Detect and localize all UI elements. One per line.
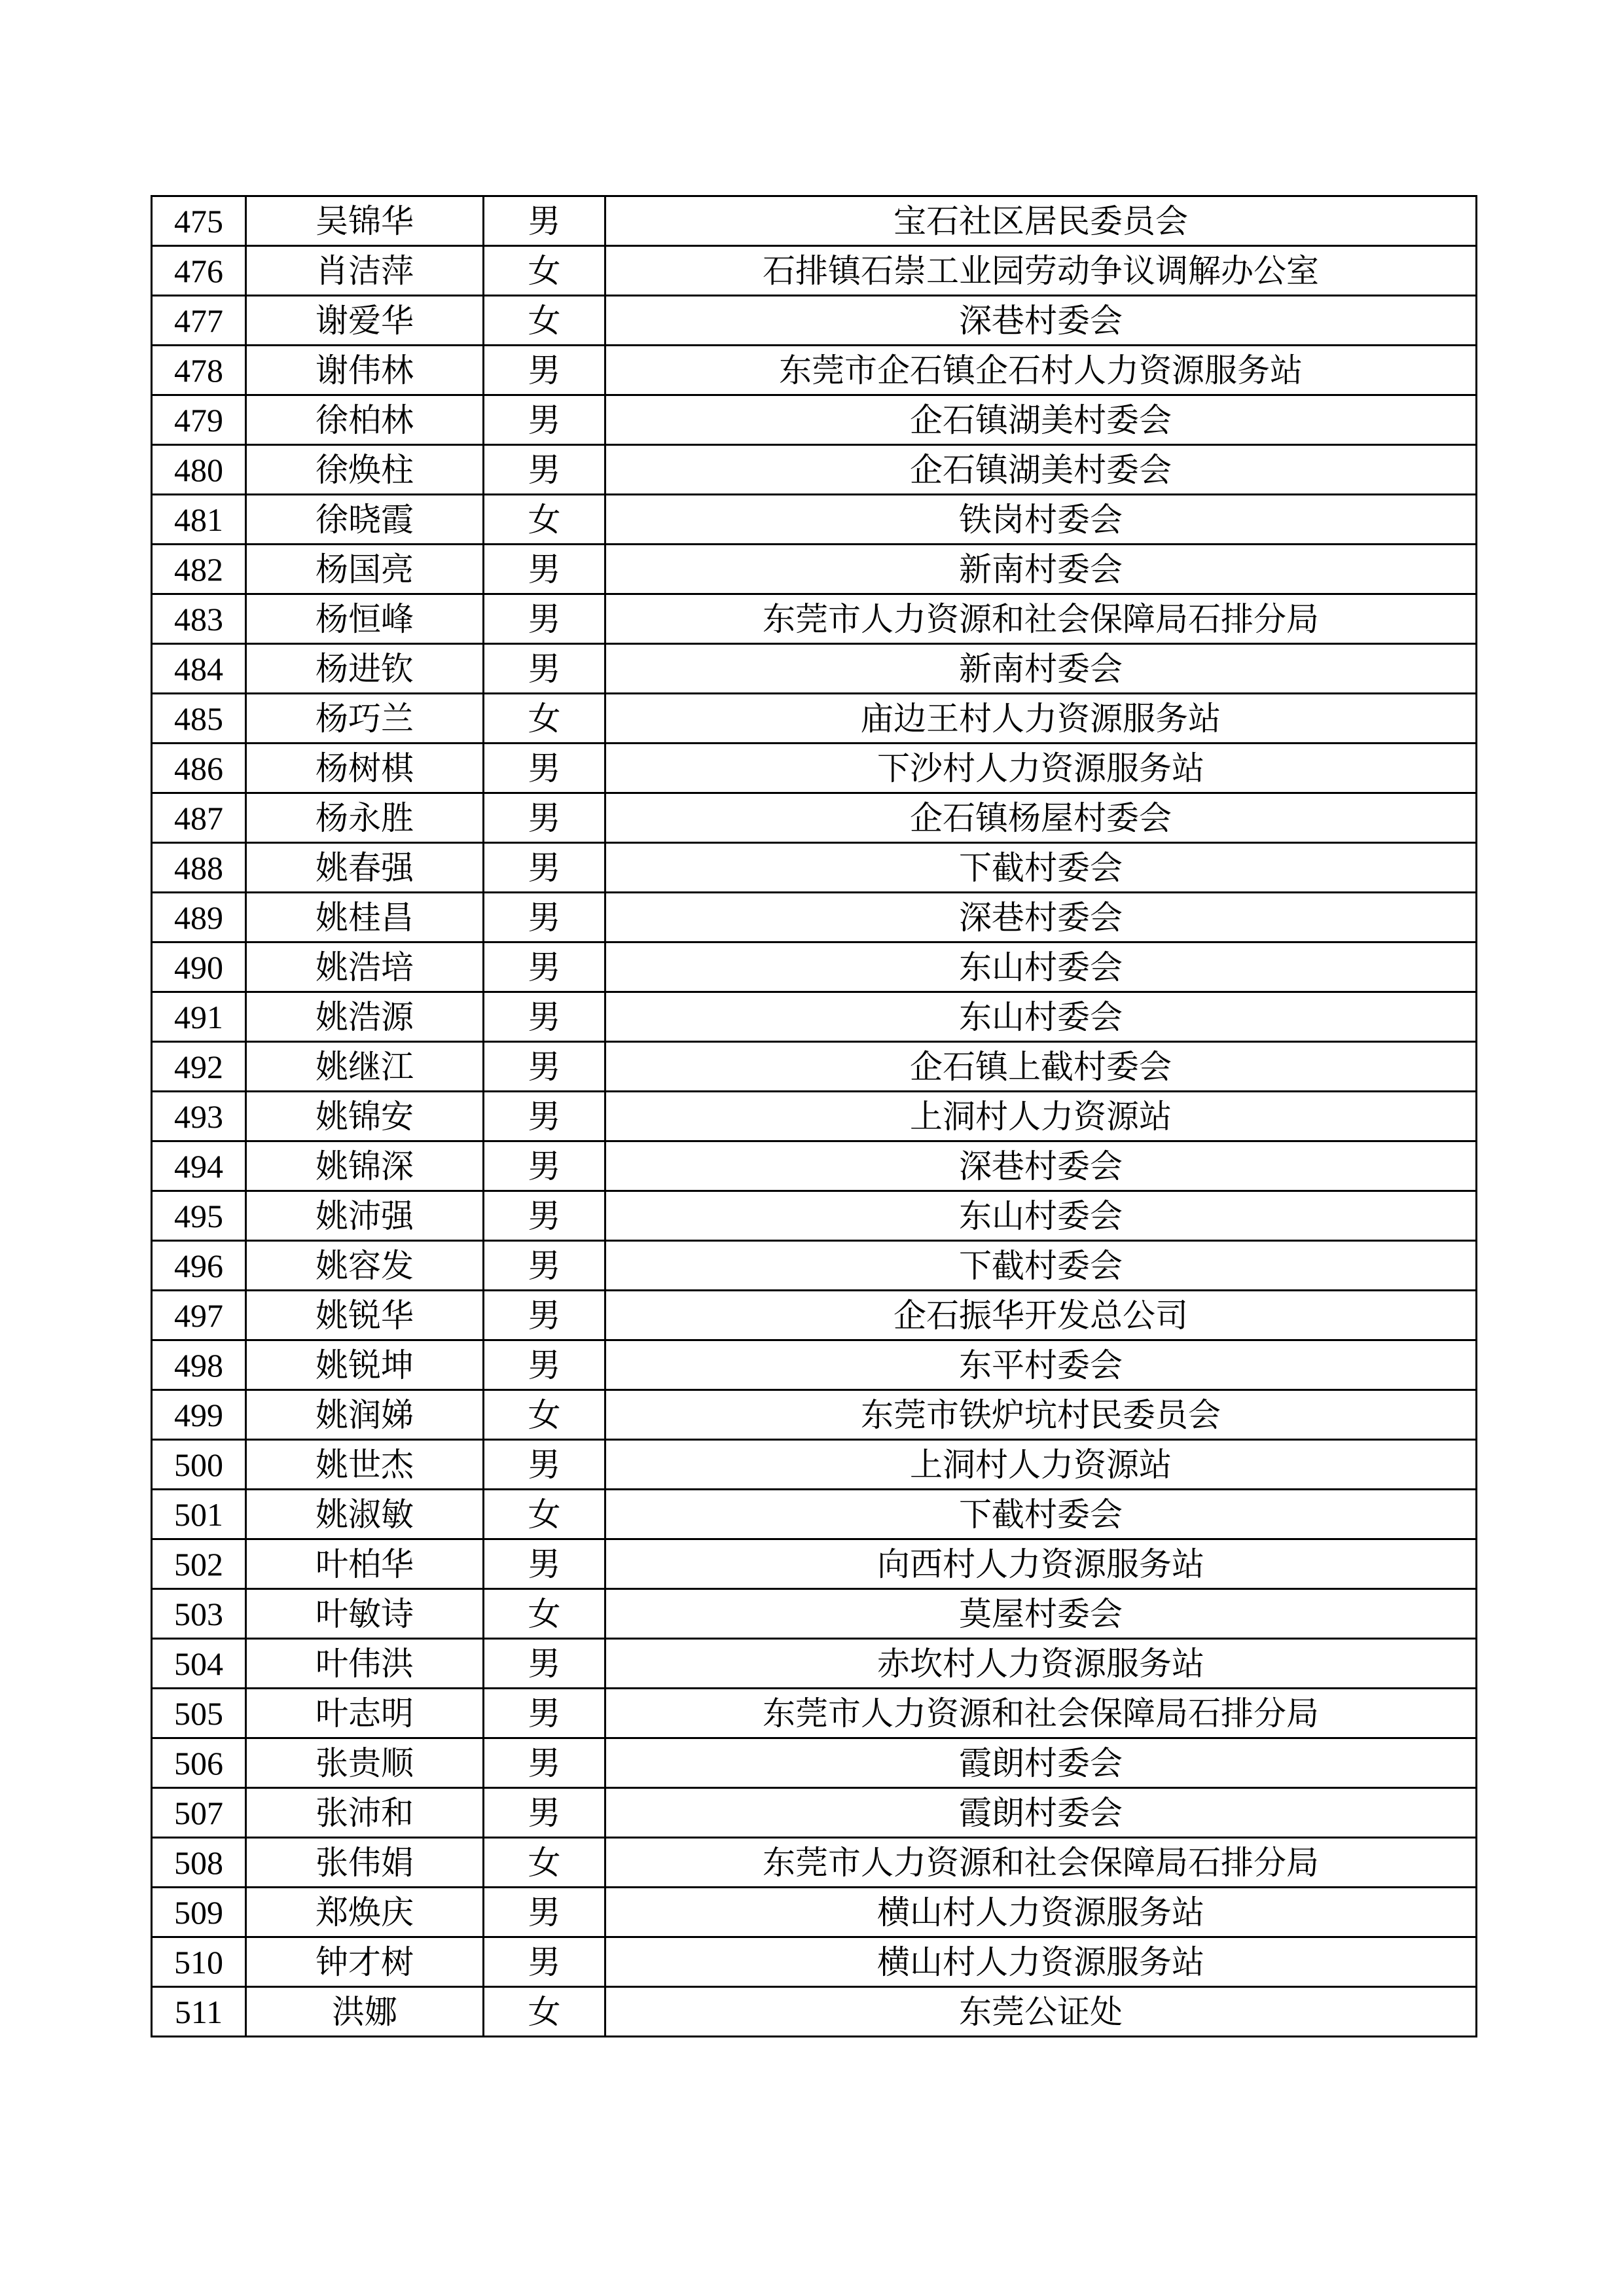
table-row: [152, 1838, 1477, 1888]
row-number-cell: 478: [152, 346, 246, 395]
organization-cell: 东莞市人力资源和社会保障局石排分局: [605, 1689, 1477, 1738]
table-row: [152, 445, 1477, 495]
gender-cell: 男: [484, 1738, 605, 1788]
table-row: [152, 1191, 1477, 1241]
gender-cell: 女: [484, 1589, 605, 1639]
person-name-cell: 姚桂昌: [246, 893, 484, 942]
person-name-cell: 叶敏诗: [246, 1589, 484, 1639]
gender-cell: 男: [484, 893, 605, 942]
row-number-cell: 487: [152, 793, 246, 843]
person-name-cell: 郑焕庆: [246, 1888, 484, 1937]
gender-cell: 女: [484, 1987, 605, 2037]
person-name-cell: 徐晓霞: [246, 495, 484, 545]
gender-cell: 女: [484, 1838, 605, 1888]
person-name-cell: 姚世杰: [246, 1440, 484, 1490]
gender-cell: 女: [484, 296, 605, 346]
organization-cell: 下截村委会: [605, 843, 1477, 893]
organization-cell: 企石振华开发总公司: [605, 1291, 1477, 1340]
table-row: [152, 793, 1477, 843]
table-row: [152, 1539, 1477, 1589]
row-number-cell: 503: [152, 1589, 246, 1639]
organization-cell: 东莞市人力资源和社会保障局石排分局: [605, 594, 1477, 644]
row-number-cell: 506: [152, 1738, 246, 1788]
organization-cell: 东平村委会: [605, 1340, 1477, 1390]
row-number-cell: 479: [152, 395, 246, 445]
row-number-cell: 488: [152, 843, 246, 893]
gender-cell: 女: [484, 1490, 605, 1539]
person-name-cell: 叶柏华: [246, 1539, 484, 1589]
row-number-cell: 482: [152, 545, 246, 594]
gender-cell: 男: [484, 1689, 605, 1738]
roster-table: [151, 195, 1477, 2037]
table-row: [152, 296, 1477, 346]
person-name-cell: 姚锐华: [246, 1291, 484, 1340]
organization-cell: 向西村人力资源服务站: [605, 1539, 1477, 1589]
row-number-cell: 491: [152, 992, 246, 1042]
person-name-cell: 洪娜: [246, 1987, 484, 2037]
gender-cell: 男: [484, 594, 605, 644]
organization-cell: 横山村人力资源服务站: [605, 1937, 1477, 1987]
gender-cell: 男: [484, 1092, 605, 1141]
organization-cell: 赤坎村人力资源服务站: [605, 1639, 1477, 1689]
organization-cell: 上洞村人力资源站: [605, 1092, 1477, 1141]
person-name-cell: 叶志明: [246, 1689, 484, 1738]
gender-cell: 男: [484, 1440, 605, 1490]
person-name-cell: 肖洁萍: [246, 246, 484, 296]
gender-cell: 男: [484, 1291, 605, 1340]
organization-cell: 霞朗村委会: [605, 1788, 1477, 1838]
row-number-cell: 476: [152, 246, 246, 296]
table-row: [152, 246, 1477, 296]
row-number-cell: 480: [152, 445, 246, 495]
row-number-cell: 475: [152, 196, 246, 246]
gender-cell: 男: [484, 1639, 605, 1689]
organization-cell: 东莞市人力资源和社会保障局石排分局: [605, 1838, 1477, 1888]
organization-cell: 新南村委会: [605, 644, 1477, 694]
table-row: [152, 1340, 1477, 1390]
roster-body: [152, 196, 1477, 2037]
gender-cell: 男: [484, 1937, 605, 1987]
person-name-cell: 姚浩培: [246, 942, 484, 992]
gender-cell: 男: [484, 942, 605, 992]
gender-cell: 男: [484, 1241, 605, 1291]
organization-cell: 东山村委会: [605, 942, 1477, 992]
organization-cell: 石排镇石崇工业园劳动争议调解办公室: [605, 246, 1477, 296]
table-row: [152, 1390, 1477, 1440]
gender-cell: 男: [484, 1539, 605, 1589]
gender-cell: 男: [484, 395, 605, 445]
row-number-cell: 496: [152, 1241, 246, 1291]
person-name-cell: 杨树棋: [246, 744, 484, 793]
organization-cell: 东莞公证处: [605, 1987, 1477, 2037]
organization-cell: 深巷村委会: [605, 1141, 1477, 1191]
gender-cell: 男: [484, 992, 605, 1042]
person-name-cell: 姚春强: [246, 843, 484, 893]
organization-cell: 下截村委会: [605, 1241, 1477, 1291]
person-name-cell: 杨恒峰: [246, 594, 484, 644]
row-number-cell: 509: [152, 1888, 246, 1937]
gender-cell: 男: [484, 346, 605, 395]
row-number-cell: 485: [152, 694, 246, 744]
row-number-cell: 508: [152, 1838, 246, 1888]
organization-cell: 深巷村委会: [605, 893, 1477, 942]
gender-cell: 女: [484, 694, 605, 744]
table-row: [152, 1888, 1477, 1937]
table-row: [152, 346, 1477, 395]
organization-cell: 深巷村委会: [605, 296, 1477, 346]
person-name-cell: 姚沛强: [246, 1191, 484, 1241]
table-row: [152, 1589, 1477, 1639]
row-number-cell: 510: [152, 1937, 246, 1987]
person-name-cell: 张沛和: [246, 1788, 484, 1838]
person-name-cell: 杨进钦: [246, 644, 484, 694]
organization-cell: 企石镇杨屋村委会: [605, 793, 1477, 843]
table-row: [152, 1042, 1477, 1092]
organization-cell: 东莞市企石镇企石村人力资源服务站: [605, 346, 1477, 395]
organization-cell: 下截村委会: [605, 1490, 1477, 1539]
person-name-cell: 姚锐坤: [246, 1340, 484, 1390]
gender-cell: 男: [484, 744, 605, 793]
person-name-cell: 叶伟洪: [246, 1639, 484, 1689]
person-name-cell: 姚容发: [246, 1241, 484, 1291]
person-name-cell: 杨巧兰: [246, 694, 484, 744]
table-row: [152, 1937, 1477, 1987]
gender-cell: 男: [484, 545, 605, 594]
row-number-cell: 502: [152, 1539, 246, 1589]
person-name-cell: 杨永胜: [246, 793, 484, 843]
organization-cell: 东山村委会: [605, 1191, 1477, 1241]
organization-cell: 横山村人力资源服务站: [605, 1888, 1477, 1937]
gender-cell: 男: [484, 1042, 605, 1092]
table-row: [152, 1141, 1477, 1191]
organization-cell: 铁岗村委会: [605, 495, 1477, 545]
row-number-cell: 500: [152, 1440, 246, 1490]
row-number-cell: 481: [152, 495, 246, 545]
person-name-cell: 张伟娟: [246, 1838, 484, 1888]
table-row: [152, 843, 1477, 893]
table-row: [152, 1440, 1477, 1490]
gender-cell: 女: [484, 495, 605, 545]
gender-cell: 男: [484, 644, 605, 694]
table-row: [152, 495, 1477, 545]
table-row: [152, 644, 1477, 694]
person-name-cell: 钟才树: [246, 1937, 484, 1987]
person-name-cell: 姚锦安: [246, 1092, 484, 1141]
organization-cell: 新南村委会: [605, 545, 1477, 594]
organization-cell: 庙边王村人力资源服务站: [605, 694, 1477, 744]
organization-cell: 宝石社区居民委员会: [605, 196, 1477, 246]
table-row: [152, 1241, 1477, 1291]
row-number-cell: 483: [152, 594, 246, 644]
gender-cell: 男: [484, 843, 605, 893]
row-number-cell: 477: [152, 296, 246, 346]
organization-cell: 企石镇湖美村委会: [605, 395, 1477, 445]
table-row: [152, 992, 1477, 1042]
table-row: [152, 1987, 1477, 2037]
row-number-cell: 484: [152, 644, 246, 694]
person-name-cell: 姚继江: [246, 1042, 484, 1092]
gender-cell: 男: [484, 1340, 605, 1390]
person-name-cell: 姚锦深: [246, 1141, 484, 1191]
table-row: [152, 1092, 1477, 1141]
gender-cell: 男: [484, 1191, 605, 1241]
row-number-cell: 493: [152, 1092, 246, 1141]
row-number-cell: 492: [152, 1042, 246, 1092]
table-row: [152, 1490, 1477, 1539]
gender-cell: 男: [484, 1888, 605, 1937]
table-row: [152, 594, 1477, 644]
row-number-cell: 505: [152, 1689, 246, 1738]
table-row: [152, 744, 1477, 793]
row-number-cell: 511: [152, 1987, 246, 2037]
gender-cell: 女: [484, 1390, 605, 1440]
row-number-cell: 501: [152, 1490, 246, 1539]
row-number-cell: 490: [152, 942, 246, 992]
table-row: [152, 694, 1477, 744]
row-number-cell: 507: [152, 1788, 246, 1838]
person-name-cell: 姚浩源: [246, 992, 484, 1042]
row-number-cell: 504: [152, 1639, 246, 1689]
table-row: [152, 545, 1477, 594]
person-name-cell: 杨国亮: [246, 545, 484, 594]
person-name-cell: 谢伟林: [246, 346, 484, 395]
row-number-cell: 499: [152, 1390, 246, 1440]
gender-cell: 男: [484, 793, 605, 843]
row-number-cell: 498: [152, 1340, 246, 1390]
organization-cell: 霞朗村委会: [605, 1738, 1477, 1788]
table-row: [152, 196, 1477, 246]
person-name-cell: 吴锦华: [246, 196, 484, 246]
row-number-cell: 494: [152, 1141, 246, 1191]
gender-cell: 男: [484, 196, 605, 246]
organization-cell: 企石镇上截村委会: [605, 1042, 1477, 1092]
organization-cell: 东山村委会: [605, 992, 1477, 1042]
gender-cell: 男: [484, 445, 605, 495]
table-row: [152, 1291, 1477, 1340]
person-name-cell: 姚润娣: [246, 1390, 484, 1440]
table-row: [152, 1738, 1477, 1788]
table-row: [152, 893, 1477, 942]
person-name-cell: 姚淑敏: [246, 1490, 484, 1539]
gender-cell: 男: [484, 1788, 605, 1838]
row-number-cell: 497: [152, 1291, 246, 1340]
person-name-cell: 谢爱华: [246, 296, 484, 346]
gender-cell: 男: [484, 1141, 605, 1191]
row-number-cell: 486: [152, 744, 246, 793]
table-row: [152, 942, 1477, 992]
organization-cell: 东莞市铁炉坑村民委员会: [605, 1390, 1477, 1440]
person-name-cell: 徐焕柱: [246, 445, 484, 495]
table-row: [152, 1639, 1477, 1689]
person-name-cell: 徐柏林: [246, 395, 484, 445]
table-row: [152, 1689, 1477, 1738]
person-name-cell: 张贵顺: [246, 1738, 484, 1788]
table-row: [152, 1788, 1477, 1838]
row-number-cell: 489: [152, 893, 246, 942]
organization-cell: 上洞村人力资源站: [605, 1440, 1477, 1490]
row-number-cell: 495: [152, 1191, 246, 1241]
gender-cell: 女: [484, 246, 605, 296]
table-row: [152, 395, 1477, 445]
organization-cell: 企石镇湖美村委会: [605, 445, 1477, 495]
organization-cell: 下沙村人力资源服务站: [605, 744, 1477, 793]
organization-cell: 莫屋村委会: [605, 1589, 1477, 1639]
